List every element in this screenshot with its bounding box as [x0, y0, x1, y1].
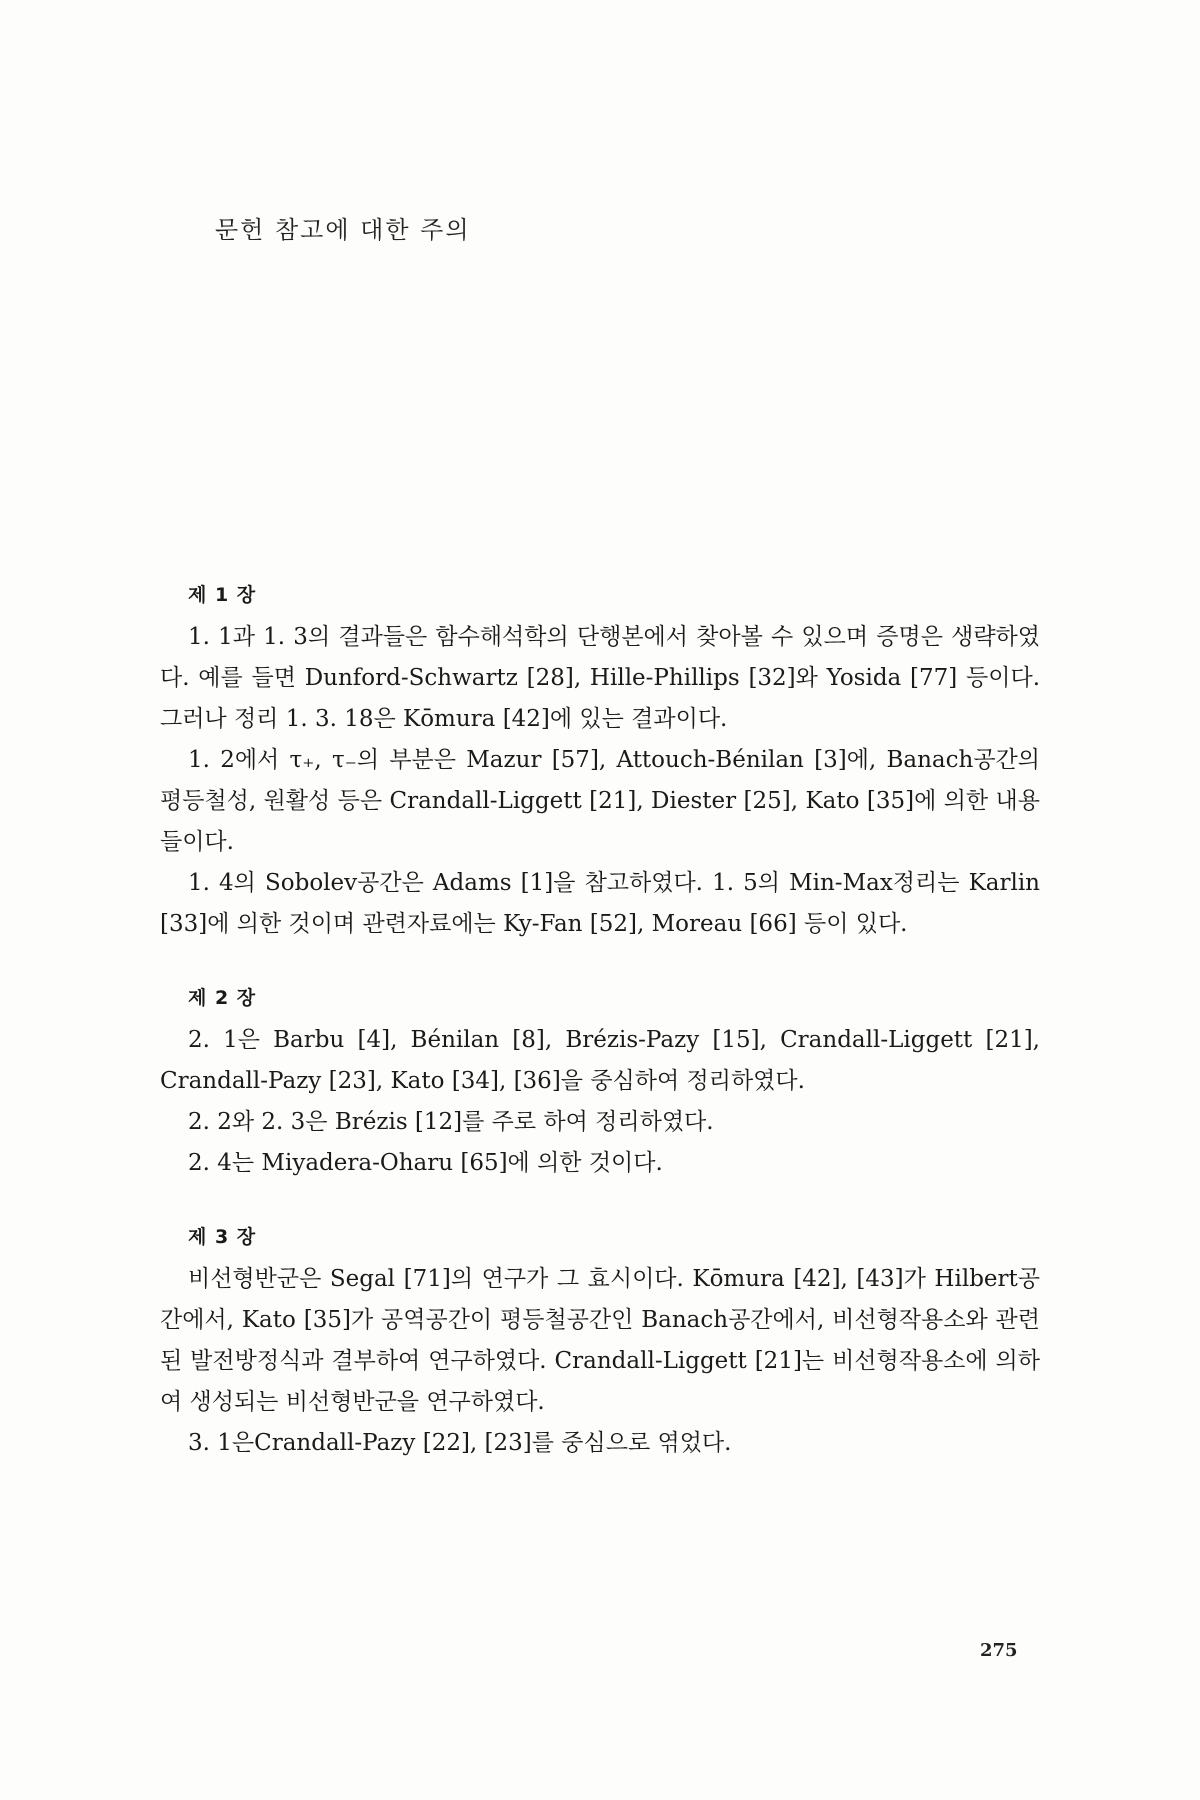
chapter-3-section: [160, 1222, 1040, 1464]
chapter-3-heading: 제 3 장: [188, 1226, 257, 1248]
notes-body: [160, 580, 1040, 1502]
chapter-1-paragraph-1: 1. 1과 1. 3의 결과들은 함수해석학의 단행본에서 찾아볼 수 있으며 증명은 생략하였다. 예를 들면 Dunford-Schwartz [28], Hille-Phillips [32]와 Yosida [77] 등이다. 그러나 정리 1. 3. 18은 Kōmura [42]에 있는 결과이다.: [160, 624, 1040, 732]
chapter-2-paragraph-1: 2. 1은 Barbu [4], Bénilan [8], Brézis-Pazy [15], Crandall-Liggett [21], Crandall-Pazy [23], Kato [34], [36]을 중심하여 정리하였다.: [160, 1027, 1040, 1094]
chapter-3-paragraph-1: 비선형반군은 Segal [71]의 연구가 그 효시이다. Kōmura [42], [43]가 Hilbert공간에서, Kato [35]가 공역공간이 평등철공간인 Banach공간에서, 비선형작용소와 관련된 발전방정식과 결부하여 연구하였다. Crandall-Liggett [21]는 비선형작용소에 의하여 생성되는 비선형반군을 연구하였다.: [160, 1266, 1040, 1415]
chapter-1-paragraph-3: 1. 4의 Sobolev공간은 Adams [1]을 참고하였다. 1. 5의 Min-Max정리는 Karlin [33]에 의한 것이며 관련자료에는 Ky-Fan [52], Moreau [66] 등이 있다.: [160, 870, 1040, 937]
chapter-1-paragraph-2: 1. 2에서 τ₊, τ₋의 부분은 Mazur [57], Attouch-Bénilan [3]에, Banach공간의 평등철성, 원활성 등은 Crandall-Liggett [21], Diester [25], Kato [35]에 의한 내용들이다.: [160, 747, 1040, 855]
chapter-2-heading: 제 2 장: [188, 987, 257, 1009]
chapter-3-paragraph-2: 3. 1은Crandall-Pazy [22], [23]를 중심으로 엮었다.: [188, 1430, 732, 1456]
chapter-1-section: [160, 580, 1040, 945]
chapter-1-heading: 제 1 장: [188, 584, 257, 606]
page-number: 275: [980, 1640, 1018, 1661]
chapter-2-section: [160, 983, 1040, 1184]
chapter-2-paragraph-2: 2. 2와 2. 3은 Brézis [12]를 주로 하여 정리하였다.: [188, 1109, 714, 1135]
running-title: 문헌 참고에 대한 주의: [215, 216, 471, 244]
chapter-2-paragraph-3: 2. 4는 Miyadera-Oharu [65]에 의한 것이다.: [188, 1150, 663, 1176]
